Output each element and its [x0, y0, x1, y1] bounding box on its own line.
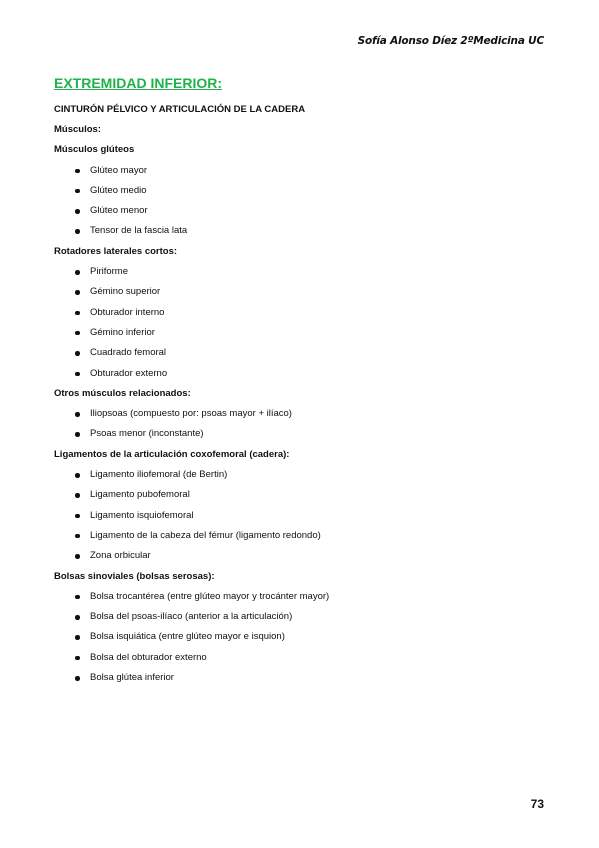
section-title: EXTREMIDAD INFERIOR: — [54, 75, 222, 91]
list-item: Bolsa trocantérea (entre glúteo mayor y trocánter mayor) — [54, 587, 554, 607]
list-item: Iliopsoas (compuesto por: psoas mayor + ilíaco) — [54, 404, 554, 424]
list-item: Bolsa del psoas-ilíaco (anterior a la articulación) — [54, 607, 554, 627]
list-item: Ligamento de la cabeza del fémur (ligamento redondo) — [54, 526, 554, 546]
otros-list — [54, 404, 554, 445]
rotadores-list — [54, 262, 554, 384]
list-item: Gémino inferior — [54, 323, 554, 343]
list-item: Psoas menor (inconstante) — [54, 424, 554, 444]
list-item: Ligamento pubofemoral — [54, 485, 554, 505]
list-item: Bolsa glútea inferior — [54, 668, 554, 688]
gluteos-label: Músculos glúteos — [54, 144, 135, 156]
list-item: Bolsa isquiática (entre glúteo mayor e isquion) — [54, 627, 554, 647]
otros-label: Otros músculos relacionados: — [54, 387, 191, 399]
page-number: 73 — [530, 797, 544, 811]
list-item: Obturador interno — [54, 303, 554, 323]
list-item: Ligamento iliofemoral (de Bertin) — [54, 465, 554, 485]
document-subtitle: CINTURÓN PÉLVICO Y ARTICULACIÓN DE LA CADERA — [54, 104, 306, 115]
list-item: Glúteo mayor — [54, 161, 554, 181]
document-body — [54, 74, 554, 688]
list-item: Glúteo medio — [54, 181, 554, 201]
bolsas-label: Bolsas sinoviales (bolsas serosas): — [54, 570, 215, 582]
rotadores-label: Rotadores laterales cortos: — [54, 245, 178, 257]
musculos-label: Músculos: — [54, 124, 101, 135]
ligamentos-label: Ligamentos de la articulación coxofemoral (cadera): — [54, 448, 290, 460]
list-item: Obturador externo — [54, 364, 554, 384]
list-item: Tensor de la fascia lata — [54, 221, 554, 241]
list-item: Ligamento isquiofemoral — [54, 506, 554, 526]
list-item: Piriforme — [54, 262, 554, 282]
list-item: Cuadrado femoral — [54, 343, 554, 363]
list-item: Glúteo menor — [54, 201, 554, 221]
author-header: Sofía Alonso Díez 2ºMedicina UC — [357, 35, 544, 47]
gluteos-list — [54, 161, 554, 242]
ligamentos-list — [54, 465, 554, 566]
list-item: Gémino superior — [54, 282, 554, 302]
list-item: Bolsa del obturador externo — [54, 648, 554, 668]
bolsas-list — [54, 587, 554, 688]
list-item: Zona orbicular — [54, 546, 554, 566]
